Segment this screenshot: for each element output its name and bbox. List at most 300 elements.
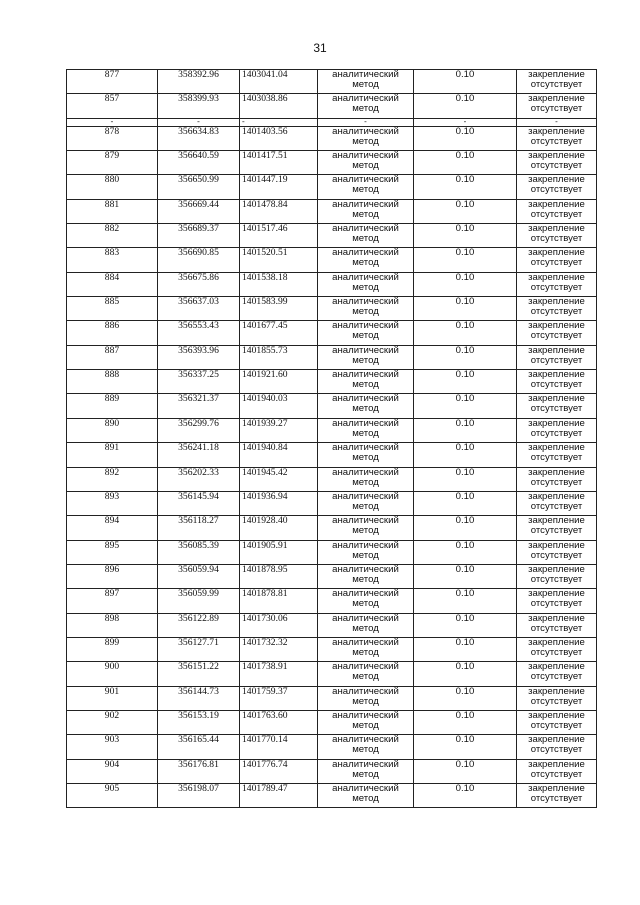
coordinate-y-cell-text: 1401940.03 (242, 393, 288, 405)
coordinate-x-cell (158, 175, 240, 199)
method-cell-text: метод (352, 476, 379, 488)
coordinate-y-cell (240, 297, 318, 321)
fixation-cell-text: закрепление (528, 613, 585, 624)
fixation-cell (517, 248, 597, 272)
table-row (67, 70, 597, 94)
point-number-cell-text: 886 (104, 320, 120, 332)
point-number-cell-text: 895 (104, 540, 120, 551)
method-cell-text: аналитический (332, 491, 399, 502)
fixation-cell-text: отсутствует (530, 695, 583, 707)
fixation-cell-text: закрепление (528, 247, 585, 259)
accuracy-cell (414, 467, 517, 491)
fixation-cell-text: отсутствует (530, 768, 583, 780)
accuracy-cell-text: 0.10 (455, 564, 475, 575)
fixation-cell (517, 297, 597, 321)
fixation-cell-text: закрепление (528, 491, 585, 502)
method-cell (318, 443, 414, 467)
coordinate-y-cell (240, 70, 318, 94)
method-cell-text: аналитический (332, 442, 399, 454)
coordinate-y-cell-text: - (242, 118, 245, 127)
table-row (67, 297, 597, 321)
method-cell-text: аналитический (332, 174, 399, 186)
coordinate-x-cell-text: 356176.81 (178, 759, 219, 770)
fixation-cell-text: закрепление (528, 686, 585, 697)
point-number-cell (67, 710, 158, 734)
method-cell (318, 394, 414, 418)
method-cell-text: аналитический (332, 199, 399, 210)
table-row (67, 662, 597, 686)
coordinate-y-cell-text: 1401759.37 (242, 686, 288, 697)
fixation-cell-text: отсутствует (530, 281, 583, 293)
fixation-cell-text: закрепление (528, 588, 585, 600)
method-cell (318, 248, 414, 272)
fixation-cell-text: закрепление (528, 369, 585, 381)
coordinate-x-cell-text: - (197, 118, 200, 127)
point-number-cell (67, 370, 158, 394)
table-row (67, 175, 597, 199)
coordinate-x-cell-text: 356085.39 (178, 540, 219, 551)
method-cell-text: аналитический (332, 320, 399, 332)
coordinate-y-cell (240, 467, 318, 491)
method-cell-text: аналитический (332, 637, 399, 648)
coordinate-y-cell-text: 1401478.84 (242, 199, 288, 210)
coordinate-y-cell (240, 345, 318, 369)
method-cell-text: метод (352, 744, 379, 756)
method-cell (318, 491, 414, 515)
accuracy-cell (414, 759, 517, 783)
coordinate-y-cell-text: 1401936.94 (242, 491, 288, 502)
fixation-cell-text: отсутствует (530, 427, 583, 439)
fixation-cell-text: закрепление (528, 515, 585, 527)
coordinate-x-cell (158, 118, 240, 126)
coordinate-x-cell (158, 467, 240, 491)
coordinate-y-cell (240, 151, 318, 175)
fixation-cell-text: закрепление (528, 223, 585, 235)
table-row (67, 783, 597, 807)
method-cell (318, 70, 414, 94)
coordinates-table-body (67, 70, 597, 808)
fixation-cell-text: отсутствует (530, 622, 583, 634)
coordinate-y-cell-text: 1401763.60 (242, 710, 288, 721)
coordinate-y-cell-text: 1401403.56 (242, 126, 288, 137)
coordinate-y-cell-text: 1401583.99 (242, 296, 288, 308)
table-row (67, 710, 597, 734)
method-cell-text: аналитический (332, 686, 399, 697)
fixation-cell-text: закрепление (528, 126, 585, 137)
point-number-cell (67, 118, 158, 126)
fixation-cell (517, 418, 597, 442)
coordinate-y-cell-text: 1401417.51 (242, 150, 288, 162)
coordinate-y-cell (240, 783, 318, 807)
accuracy-cell-text: 0.10 (455, 515, 475, 527)
accuracy-cell (414, 370, 517, 394)
coordinate-x-cell-text: 356553.43 (178, 320, 219, 332)
method-cell (318, 94, 414, 118)
coordinate-x-cell (158, 540, 240, 564)
coordinate-x-cell (158, 94, 240, 118)
point-number-cell-text: 878 (104, 126, 120, 137)
method-cell-text: аналитический (332, 272, 399, 283)
point-number-cell-text: 887 (104, 345, 120, 356)
coordinate-x-cell-text: 356145.94 (178, 491, 219, 502)
table-row (67, 516, 597, 540)
table-row (67, 467, 597, 491)
accuracy-cell-text: 0.10 (455, 661, 475, 673)
point-number-cell (67, 637, 158, 661)
fixation-cell (517, 224, 597, 248)
method-cell (318, 272, 414, 296)
accuracy-cell (414, 710, 517, 734)
method-cell-text: аналитический (332, 93, 399, 105)
method-cell-text: метод (352, 306, 379, 318)
coordinate-x-cell-text: 356241.18 (178, 442, 219, 454)
fixation-cell-text: закрепление (528, 564, 585, 575)
point-number-cell-text: 884 (104, 272, 120, 283)
coordinate-y-cell-text: 1401939.27 (242, 418, 288, 429)
accuracy-cell-text: 0.10 (455, 296, 475, 308)
accuracy-cell (414, 491, 517, 515)
method-cell-text: аналитический (332, 345, 399, 356)
accuracy-cell-text: 0.10 (455, 467, 475, 478)
point-number-cell (67, 759, 158, 783)
method-cell-text: метод (352, 379, 379, 391)
coordinate-x-cell-text: 356690.85 (178, 247, 219, 259)
accuracy-cell (414, 248, 517, 272)
point-number-cell-text: 879 (104, 150, 120, 162)
coordinate-y-cell-text: 1401738.91 (242, 661, 288, 673)
coordinate-y-cell-text: 1401921.60 (242, 369, 288, 381)
fixation-cell (517, 199, 597, 223)
coordinate-x-cell-text: 356689.37 (178, 223, 219, 235)
point-number-cell-text: 902 (104, 710, 120, 721)
fixation-cell-text: отсутствует (530, 379, 583, 391)
method-cell-text: аналитический (332, 613, 399, 624)
fixation-cell-text: закрепление (528, 150, 585, 162)
coordinate-x-cell-text: 356634.83 (178, 126, 219, 137)
coordinate-x-cell-text: 356127.71 (178, 637, 219, 648)
accuracy-cell (414, 686, 517, 710)
coordinate-y-cell (240, 248, 318, 272)
point-number-cell (67, 297, 158, 321)
method-cell (318, 735, 414, 759)
fixation-cell-text: закрепление (528, 418, 585, 429)
accuracy-cell (414, 783, 517, 807)
point-number-cell-text: 901 (104, 686, 120, 697)
accuracy-cell (414, 735, 517, 759)
point-number-cell (67, 686, 158, 710)
coordinate-y-cell (240, 118, 318, 126)
accuracy-cell-text: 0.10 (455, 345, 475, 356)
coordinate-x-cell-text: 358392.96 (178, 69, 219, 80)
method-cell-text: метод (352, 354, 379, 366)
fixation-cell (517, 491, 597, 515)
point-number-cell-text: 885 (104, 296, 120, 308)
point-number-cell (67, 175, 158, 199)
point-number-cell-text: 900 (104, 661, 120, 673)
method-cell-text: аналитический (332, 223, 399, 235)
fixation-cell-text: отсутствует (530, 233, 583, 245)
coordinate-x-cell (158, 248, 240, 272)
coordinate-y-cell (240, 199, 318, 223)
coordinate-y-cell (240, 564, 318, 588)
fixation-cell (517, 613, 597, 637)
method-cell (318, 345, 414, 369)
accuracy-cell-text: 0.10 (455, 247, 475, 259)
method-cell (318, 467, 414, 491)
point-number-cell (67, 70, 158, 94)
point-number-cell (67, 783, 158, 807)
coordinate-x-cell (158, 564, 240, 588)
coordinate-y-cell-text: 1401855.73 (242, 345, 288, 356)
method-cell-text: метод (352, 573, 379, 585)
accuracy-cell (414, 272, 517, 296)
point-number-cell (67, 272, 158, 296)
fixation-cell (517, 345, 597, 369)
point-number-cell (67, 467, 158, 491)
fixation-cell-text: отсутствует (530, 792, 583, 804)
point-number-cell (67, 199, 158, 223)
fixation-cell-text: - (555, 118, 558, 127)
coordinate-x-cell-text: 356337.25 (178, 369, 219, 381)
point-number-cell-text: 890 (104, 418, 120, 429)
point-number-cell-text: 903 (104, 734, 120, 746)
table-row (67, 151, 597, 175)
method-cell-text: метод (352, 330, 379, 342)
method-cell-text: метод (352, 598, 379, 610)
fixation-cell-text: отсутствует (530, 598, 583, 610)
method-cell-text: метод (352, 768, 379, 780)
fixation-cell-text: отсутствует (530, 354, 583, 366)
point-number-cell-text: 898 (104, 613, 120, 624)
coordinate-x-cell (158, 224, 240, 248)
fixation-cell (517, 564, 597, 588)
accuracy-cell (414, 516, 517, 540)
table-row (67, 126, 597, 150)
coordinate-x-cell-text: 356321.37 (178, 393, 219, 405)
accuracy-cell-text: 0.10 (455, 150, 475, 162)
table-row (67, 564, 597, 588)
coordinate-x-cell (158, 686, 240, 710)
accuracy-cell-text: - (463, 118, 467, 127)
coordinate-y-cell-text: 1401776.74 (242, 759, 288, 770)
fixation-cell-text: отсутствует (530, 671, 583, 683)
method-cell-text: аналитический (332, 296, 399, 308)
fixation-cell-text: отсутствует (530, 403, 583, 415)
coordinate-x-cell (158, 151, 240, 175)
accuracy-cell (414, 564, 517, 588)
fixation-cell-text: отсутствует (530, 160, 583, 172)
coordinate-x-cell (158, 516, 240, 540)
fixation-cell (517, 370, 597, 394)
method-cell-text: метод (352, 403, 379, 415)
fixation-cell (517, 637, 597, 661)
fixation-cell-text: закрепление (528, 540, 585, 551)
fixation-cell-text: отсутствует (530, 500, 583, 512)
method-cell-text: метод (352, 103, 379, 115)
accuracy-cell (414, 418, 517, 442)
accuracy-cell-text: 0.10 (455, 272, 475, 283)
coordinate-y-cell-text: 1401732.32 (242, 637, 288, 648)
coordinate-y-cell (240, 735, 318, 759)
method-cell-text: аналитический (332, 247, 399, 259)
accuracy-cell (414, 321, 517, 345)
method-cell-text: метод (352, 281, 379, 293)
point-number-cell-text: - (110, 118, 114, 127)
fixation-cell (517, 516, 597, 540)
method-cell-text: метод (352, 160, 379, 172)
point-number-cell (67, 418, 158, 442)
fixation-cell-text: закрепление (528, 174, 585, 186)
accuracy-cell (414, 662, 517, 686)
coordinate-y-cell (240, 224, 318, 248)
point-number-cell-text: 882 (104, 223, 120, 235)
coordinate-y-cell (240, 370, 318, 394)
fixation-cell-text: отсутствует (530, 744, 583, 756)
method-cell (318, 540, 414, 564)
coordinate-x-cell (158, 297, 240, 321)
coordinate-x-cell (158, 735, 240, 759)
method-cell-text: аналитический (332, 588, 399, 600)
fixation-cell-text: отсутствует (530, 719, 583, 731)
method-cell-text: метод (352, 79, 379, 90)
coordinate-y-cell-text: 1401945.42 (242, 467, 288, 478)
accuracy-cell-text: 0.10 (455, 223, 475, 235)
method-cell (318, 613, 414, 637)
coordinate-x-cell-text: 356122.89 (178, 613, 219, 624)
coordinate-x-cell (158, 759, 240, 783)
coordinate-x-cell-text: 356153.19 (178, 710, 219, 721)
coordinate-y-cell (240, 418, 318, 442)
point-number-cell (67, 443, 158, 467)
method-cell-text: аналитический (332, 759, 399, 770)
method-cell-text: аналитический (332, 150, 399, 162)
coordinate-x-cell (158, 710, 240, 734)
accuracy-cell-text: 0.10 (455, 442, 475, 454)
coordinate-x-cell (158, 418, 240, 442)
fixation-cell-text: отсутствует (530, 330, 583, 342)
coordinate-x-cell-text: 356393.96 (178, 345, 219, 356)
accuracy-cell-text: 0.10 (455, 126, 475, 137)
coordinate-y-cell-text: 1403038.86 (242, 93, 288, 105)
table-row (67, 248, 597, 272)
coordinate-x-cell-text: 356637.03 (178, 296, 219, 308)
method-cell-text: аналитический (332, 783, 399, 794)
table-row (67, 224, 597, 248)
point-number-cell-text: 889 (104, 393, 120, 405)
accuracy-cell (414, 613, 517, 637)
coordinate-x-cell-text: 356675.86 (178, 272, 219, 283)
method-cell (318, 589, 414, 613)
method-cell (318, 151, 414, 175)
coordinate-x-cell-text: 356165.44 (178, 734, 219, 746)
coordinate-y-cell-text: 1401538.18 (242, 272, 288, 283)
point-number-cell-text: 857 (104, 93, 120, 105)
method-cell-text: аналитический (332, 564, 399, 575)
fixation-cell (517, 94, 597, 118)
coordinate-x-cell (158, 70, 240, 94)
accuracy-cell (414, 199, 517, 223)
accuracy-cell (414, 175, 517, 199)
coordinate-y-cell-text: 1401928.40 (242, 515, 288, 527)
method-cell-text: аналитический (332, 710, 399, 721)
fixation-cell-text: закрепление (528, 467, 585, 478)
coordinate-y-cell-text: 1401770.14 (242, 734, 288, 746)
fixation-cell (517, 175, 597, 199)
table-row (67, 272, 597, 296)
coordinate-x-cell (158, 589, 240, 613)
fixation-cell-text: закрепление (528, 783, 585, 794)
coordinate-x-cell (158, 370, 240, 394)
method-cell-text: метод (352, 233, 379, 245)
coordinate-x-cell-text: 356144.73 (178, 686, 219, 697)
fixation-cell-text: отсутствует (530, 135, 583, 147)
point-number-cell-text: 883 (104, 247, 120, 259)
table-row (67, 759, 597, 783)
fixation-cell (517, 662, 597, 686)
fixation-cell-text: закрепление (528, 734, 585, 746)
fixation-cell-text: отсутствует (530, 573, 583, 585)
method-cell (318, 118, 414, 126)
table-row (67, 491, 597, 515)
point-number-cell-text: 877 (104, 69, 120, 80)
fixation-cell (517, 710, 597, 734)
coordinate-x-cell-text: 356669.44 (178, 199, 219, 210)
fixation-cell (517, 151, 597, 175)
method-cell-text: метод (352, 500, 379, 512)
coordinate-y-cell-text: 1401520.51 (242, 247, 288, 259)
fixation-cell-text: закрепление (528, 345, 585, 356)
point-number-cell (67, 321, 158, 345)
point-number-cell (67, 516, 158, 540)
fixation-cell (517, 589, 597, 613)
accuracy-cell (414, 589, 517, 613)
method-cell-text: метод (352, 257, 379, 269)
coordinate-y-cell-text: 1401789.47 (242, 783, 288, 794)
accuracy-cell-text: 0.10 (455, 393, 475, 405)
fixation-cell-text: закрепление (528, 272, 585, 283)
fixation-cell (517, 686, 597, 710)
fixation-cell (517, 126, 597, 150)
point-number-cell (67, 224, 158, 248)
coordinate-x-cell-text: 356198.07 (178, 783, 219, 794)
accuracy-cell-text: 0.10 (455, 369, 475, 381)
coordinate-y-cell-text: 1401730.06 (242, 613, 288, 624)
fixation-cell-text: отсутствует (530, 79, 583, 90)
accuracy-cell (414, 394, 517, 418)
point-number-cell (67, 248, 158, 272)
fixation-cell-text: отсутствует (530, 103, 583, 115)
fixation-cell (517, 321, 597, 345)
accuracy-cell-text: 0.10 (455, 69, 475, 80)
accuracy-cell (414, 118, 517, 126)
point-number-cell-text: 891 (104, 442, 120, 454)
method-cell-text: - (364, 118, 367, 127)
method-cell (318, 321, 414, 345)
method-cell-text: метод (352, 792, 379, 804)
coordinate-x-cell (158, 199, 240, 223)
table-row (67, 321, 597, 345)
method-cell (318, 783, 414, 807)
fixation-cell-text: закрепление (528, 296, 585, 308)
method-cell-text: аналитический (332, 467, 399, 478)
accuracy-cell-text: 0.10 (455, 174, 475, 186)
point-number-cell (67, 151, 158, 175)
accuracy-cell (414, 70, 517, 94)
method-cell (318, 297, 414, 321)
point-number-cell-text: 897 (104, 588, 120, 600)
coordinate-y-cell (240, 662, 318, 686)
table-row (67, 589, 597, 613)
